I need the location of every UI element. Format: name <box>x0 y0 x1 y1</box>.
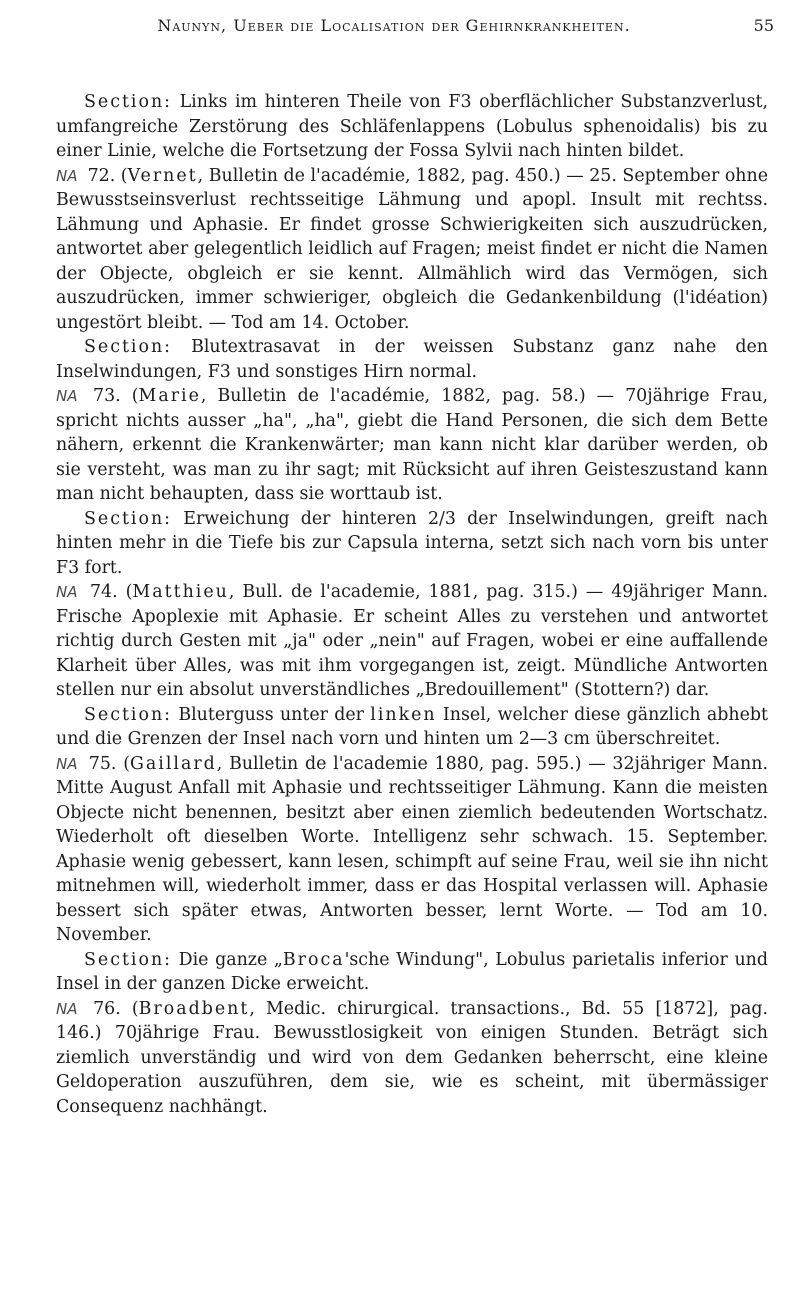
text-body <box>56 90 768 1119</box>
running-title: Naunyn, Ueber die Localisation der Gehirnkrankheiten. <box>157 16 631 35</box>
handwritten-mark: NA <box>56 999 78 1018</box>
case-text: Bulletin de l'académie, 1882, pag. 450.) — 25. September ohne Bewusstseinsverlust rechtsseitige Lähmung und apopl. Insult mit rechtss. Lähmung und Aphasie. Er findet grosse Schwierigkeiten sich auszudrücken, antwortet aber gelegentlich leidlich auf Fragen; meist findet er nicht die Namen der Objecte, obgleich er sie kennt. Allmählich wird das Vermögen, sich auszudrücken, immer schwieriger, obgleich die Gedankenbildung (l'idéation) ungestört bleibt. — Tod am 14. October. <box>56 165 768 333</box>
case-author: Vernet <box>127 165 198 186</box>
case-number: 75. <box>88 753 117 774</box>
section-text: Blutextrasavat in der weissen Substanz ganz nahe den Inselwindungen, F3 und sonstiges Hirn normal. <box>56 337 768 382</box>
case-text: Bulletin de l'académie, 1882, pag. 58.) — 70jährige Frau, spricht nichts ausser „ha", „ha", giebt die Hand Personen, die sich dem Bette nähern, erkennt die Krankenwärter; man kann nicht klar darüber werden, ob sie versteht, was man zu ihr sagt; mit Rücksicht auf ihren Geisteszustand kann man nicht behaupten, dass sie worttaub ist. <box>56 386 768 504</box>
handwritten-mark: NA <box>56 387 78 405</box>
section-text: Insel, welcher diese gänzlich abhebt und die Grenzen der Insel nach vorn und hinten um 2—3 cm überschreitet. <box>56 704 768 749</box>
case-number: 74. <box>89 582 118 602</box>
handwritten-mark: NA <box>56 166 78 185</box>
case-73-section <box>56 507 768 581</box>
case-author: Gaillard <box>130 753 217 774</box>
section-text: Erweichung der hinteren 2/3 der Inselwindungen, greift nach hinten mehr in die Tiefe bis zur Capsula interna, setzt sich nach vorn bis unter F3 fort. <box>56 508 769 578</box>
case-75-section <box>56 948 768 997</box>
paragraph-section-carryover <box>56 90 768 164</box>
case-author: Broadbent <box>138 998 250 1019</box>
case-text: Medic. chirurgical. transactions., Bd. 55 [1872], pag. 146.) 70jährige Frau. Bewusstlosigkeit von einigen Stunden. Beträgt sich ziemlich unverständig und wird von dem Gedanken beherrscht, eine kleine Geldoperation auszuführen, dem sie, wie es scheint, mit übermässiger Consequenz nachhängt. <box>56 998 768 1117</box>
case-73: NA 73. (Marie, Bulletin de l'académie, 1882, pag. 58.) — 70jährige Frau, spricht nichts ausser „ha", „ha", giebt die Hand Personen, die sich dem Bette nähern, erkennt die Krankenwärter; man kann nicht klar darüber werden, ob sie versteht, was man zu ihr sagt; mit Rücksicht auf ihren Geisteszustand kann man nicht behaupten, dass sie worttaub ist. <box>56 386 768 504</box>
page-number: 55 <box>753 16 774 35</box>
case-author: Matthieu <box>132 582 229 602</box>
case-74-section <box>56 703 768 752</box>
case-74: NA 74. (Matthieu, Bull. de l'academie, 1881, pag. 315.) — 49jähriger Mann. Frische Apoplexie mit Aphasie. Er scheint Alles zu verstehen und antwortet richtig durch Gesten mit „ja" oder „nein" auf Fragen, wobei er eine auffallende Klarheit über Alles, was mit ihm vorgegangen ist, zeigt. Mündliche Antworten stellen nur ein absolut unverständliches „Bredouillement" (Stottern?) dar. <box>56 582 768 700</box>
case-number: 76. <box>93 998 121 1019</box>
paragraph-text: Links im hinteren Theile von F3 oberflächlicher Substanzverlust, umfangreiche Zerstörung des Schläfenlappens (Lobulus sphenoidalis) bis zu einer Linie, welche die Fortsetzung der Fossa Sylvii nach hinten bildet. <box>56 92 769 161</box>
section-label: Section: <box>84 704 173 725</box>
case-72: NA 72. (Vernet, Bulletin de l'académie, 1882, pag. 450.) — 25. September ohne Bewusstseinsverlust rechtsseitige Lähmung und apopl. Insult mit rechtss. Lähmung und Aphasie. Er findet grosse Schwierigkeiten sich auszudrücken, antwortet aber gelegentlich leidlich auf Fragen; meist findet er nicht die Namen der Objecte, obgleich er sie kennt. Allmählich wird das Vermögen, sich auszudrücken, immer schwieriger, obgleich die Gedankenbildung (l'idéation) ungestört bleibt. — Tod am 14. October. <box>56 165 768 333</box>
case-72-section <box>56 335 768 384</box>
case-number: 72. <box>87 165 116 186</box>
page-header <box>74 16 774 46</box>
handwritten-mark: NA <box>56 583 78 601</box>
section-emphasis: Broca <box>282 949 345 970</box>
case-76: NA 76. (Broadbent, Medic. chirurgical. transactions., Bd. 55 [1872], pag. 146.) 70jährige Frau. Bewusstlosigkeit von einigen Stunden. Beträgt sich ziemlich unverständig und wird von dem Gedanken beherrscht, eine kleine Geldoperation auszuführen, dem sie, wie es scheint, mit übermässiger Consequenz nachhängt. <box>56 998 768 1117</box>
case-author: Marie <box>138 386 201 406</box>
case-text: Bull. de l'academie, 1881, pag. 315.) — 49jähriger Mann. Frische Apoplexie mit Aphasie. Er scheint Alles zu verstehen und antwortet richtig durch Gesten mit „ja" oder „nein" auf Fragen, wobei er eine auffallende Klarheit über Alles, was mit ihm vorgegangen ist, zeigt. Mündliche Antworten stellen nur ein absolut unverständliches „Bredouillement" (Stottern?) dar. <box>56 582 768 700</box>
section-text: Die ganze „ <box>178 949 283 970</box>
section-label: Section: <box>84 508 173 529</box>
section-emphasis: linken <box>370 704 437 725</box>
section-text: 'sche Windung", Lobulus parietalis inferior und Insel in der ganzen Dicke erweicht. <box>56 949 768 994</box>
handwritten-mark: NA <box>56 754 78 773</box>
case-text: Bulletin de l'academie 1880, pag. 595.) — 32jähriger Mann. Mitte August Anfall mit Aphasie und rechtsseitiger Lähmung. Kann die meisten Objecte nicht benennen, besitzt aber einen ziemlich bedeutenden Wortschatz. Wiederholt oft dieselben Worte. Intelligenz sehr schwach. 15. September. Aphasie wenig gebessert, kann lesen, schimpft auf seine Frau, weil sie ihn nicht mitnehmen will, wiederholt immer, dass er das Hospital verlassen will. Aphasie bessert sich später etwas, Antworten besser, lernt Worte. — Tod am 10. November. <box>56 753 768 945</box>
case-75: NA 75. (Gaillard, Bulletin de l'academie 1880, pag. 595.) — 32jähriger Mann. Mitte August Anfall mit Aphasie und rechtsseitiger Lähmung. Kann die meisten Objecte nicht benennen, besitzt aber einen ziemlich bedeutenden Wortschatz. Wiederholt oft dieselben Worte. Intelligenz sehr schwach. 15. September. Aphasie wenig gebessert, kann lesen, schimpft auf seine Frau, weil sie ihn nicht mitnehmen will, wiederholt immer, dass er das Hospital verlassen will. Aphasie bessert sich später etwas, Antworten besser, lernt Worte. — Tod am 10. November. <box>56 753 768 945</box>
section-label: Section: <box>84 92 173 112</box>
section-text: Bluterguss unter der <box>178 704 364 725</box>
case-number: 73. <box>93 386 121 406</box>
section-label: Section: <box>84 949 173 970</box>
section-label: Section: <box>84 337 173 357</box>
